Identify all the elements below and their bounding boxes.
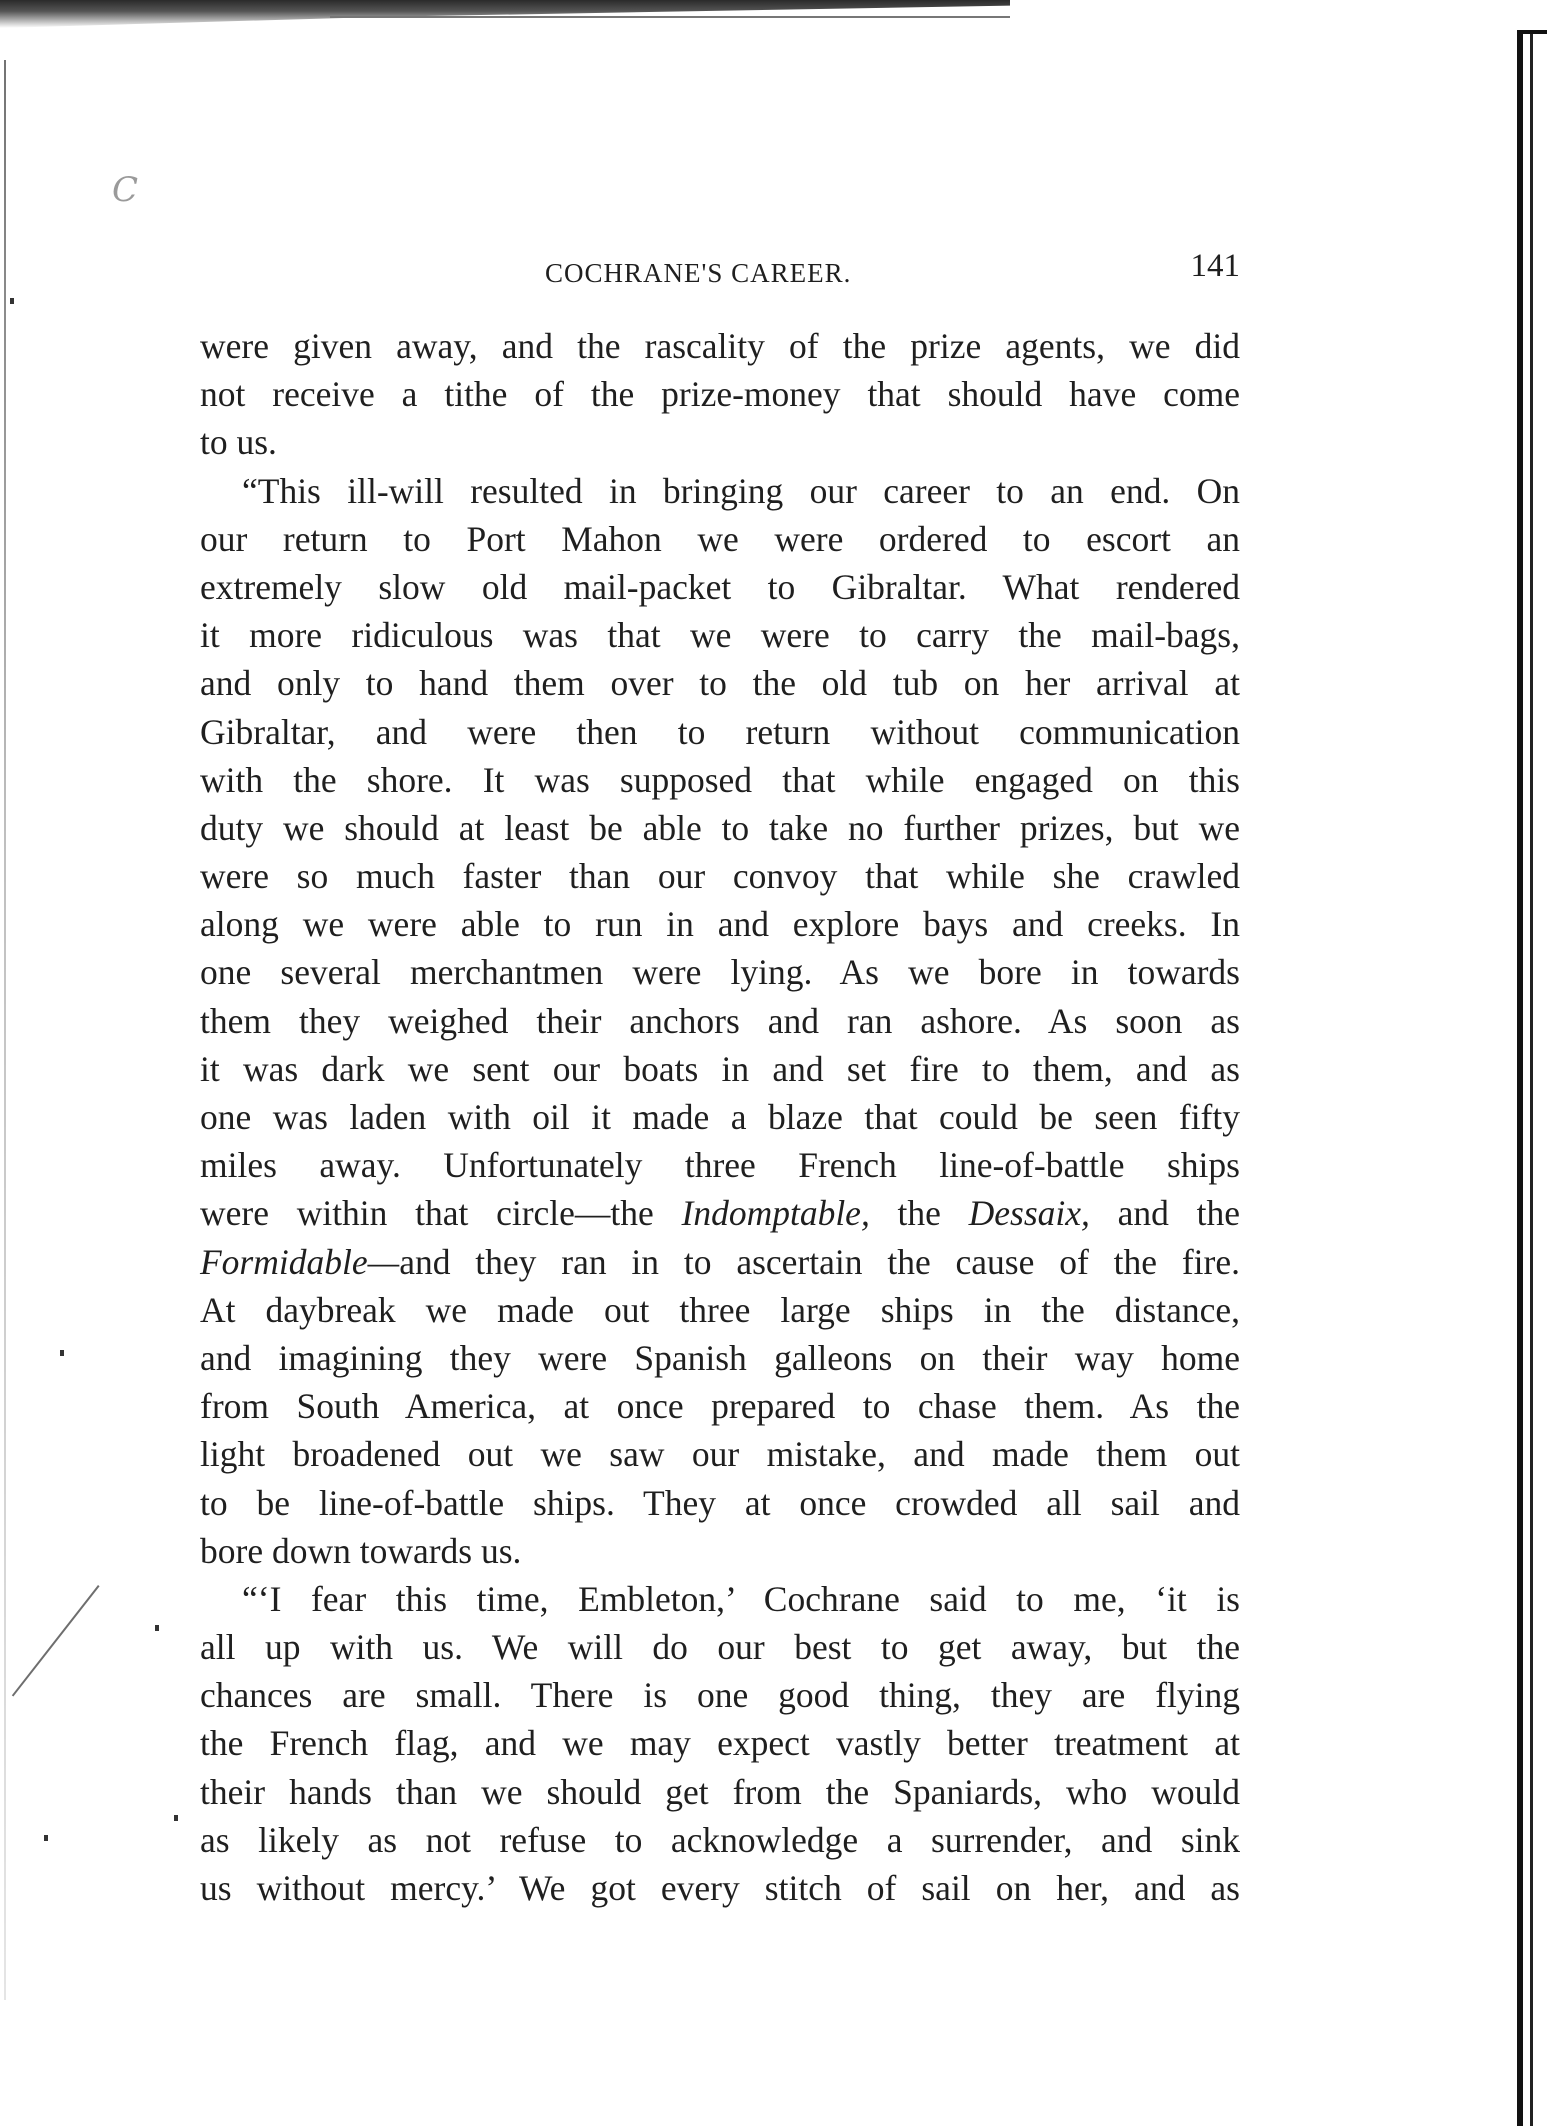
text-fragment: the (869, 1193, 969, 1234)
binding-edge-thin (1530, 30, 1533, 2126)
speck (10, 298, 14, 304)
page-left-edge (4, 60, 6, 2000)
text-line: one several merchantmen were lying. As we bore in towards (200, 952, 1240, 993)
text-line-with-ship-names (200, 1189, 1240, 1237)
speck (44, 1835, 48, 1841)
text-line: were given away, and the rascality of the prize agents, we did (200, 326, 1240, 366)
text-line: chances are small. There is one good thing, they are flying (200, 1675, 1240, 1716)
pencil-margin-note: C (112, 170, 139, 210)
text-line: the French flag, and we may expect vastly better treatment at (200, 1723, 1240, 1764)
text-line: At daybreak we made out three large ships in the distance, (200, 1289, 1240, 1330)
speck (155, 1625, 159, 1631)
text-line: “‘I fear this time, Embleton,’ Cochrane said to me, ‘it is (242, 1578, 1240, 1619)
text-line: bore down towards us. (200, 1530, 522, 1571)
text-line: miles away. Unfortunately three French line-of-battle ships (200, 1145, 1240, 1186)
text-line: to us. (200, 422, 277, 463)
text-line: us without mercy.’ We got every stitch of sail on her, and as (200, 1868, 1240, 1908)
text-line: “This ill-will resulted in bringing our career to an end. On (242, 470, 1240, 511)
text-line: and only to hand them over to the old tub on her arrival at (200, 663, 1240, 704)
text-line: them they weighed their anchors and ran ashore. As soon as (200, 1000, 1240, 1041)
text-line: Gibraltar, and were then to return without communication (200, 711, 1240, 752)
text-line: and imagining they were Spanish galleons on their way home (200, 1337, 1240, 1378)
page-number: 141 (1190, 248, 1240, 284)
binding-edge-thick (1517, 30, 1523, 2126)
text-fragment: were within that circle—the (200, 1193, 682, 1234)
text-line: it was dark we sent our boats in and set fire to them, and as (200, 1048, 1240, 1089)
text-line: as likely as not refuse to acknowledge a surrender, and sink (200, 1819, 1240, 1860)
text-line: our return to Port Mahon we were ordered to escort an (200, 518, 1240, 559)
body-text (200, 322, 1240, 1912)
text-line: not receive a tithe of the prize-money that should have come (200, 374, 1240, 415)
text-line: were so much faster than our convoy that while she crawled (200, 856, 1240, 897)
scan-shadow (0, 0, 1010, 28)
speck (60, 1350, 64, 1356)
scan-edge-rule (330, 16, 1010, 18)
text-line: duty we should at least be able to take no further prizes, but we (200, 807, 1240, 848)
running-head (200, 248, 1240, 298)
speck (174, 1815, 178, 1821)
binding-edge-cap (1517, 30, 1547, 34)
text-line: to be line-of-battle ships. They at once crowded all sail and (200, 1482, 1240, 1523)
text-line: along we were able to run in and explore bays and creeks. In (200, 904, 1240, 945)
ship-name-indomptable: Indomptable, (681, 1193, 870, 1234)
text-line: it more ridiculous was that we were to carry the mail-bags, (200, 615, 1240, 656)
text-line: one was laden with oil it made a blaze that could be seen fifty (200, 1097, 1240, 1137)
text-line: from South America, at once prepared to chase them. As the (200, 1386, 1240, 1427)
text-line: with the shore. It was supposed that while engaged on this (200, 759, 1240, 800)
text-line: extremely slow old mail-packet to Gibraltar. What rendered (200, 566, 1240, 607)
text-fragment: and the (1089, 1193, 1240, 1234)
pencil-stroke (12, 1585, 100, 1697)
ship-name-formidable: Formidable— (200, 1241, 400, 1282)
text-line: light broadened out we saw our mistake, and made them out (200, 1434, 1240, 1475)
text-line: their hands than we should get from the Spaniards, who would (200, 1771, 1240, 1812)
text-line-with-ship-name (200, 1238, 1240, 1286)
running-title: COCHRANE'S CAREER. (545, 258, 852, 288)
ship-name-dessaix: Dessaix, (968, 1193, 1090, 1234)
text-fragment: and they ran in to ascertain the cause of the fire. (399, 1241, 1240, 1282)
text-line: all up with us. We will do our best to get away, but the (200, 1627, 1240, 1668)
